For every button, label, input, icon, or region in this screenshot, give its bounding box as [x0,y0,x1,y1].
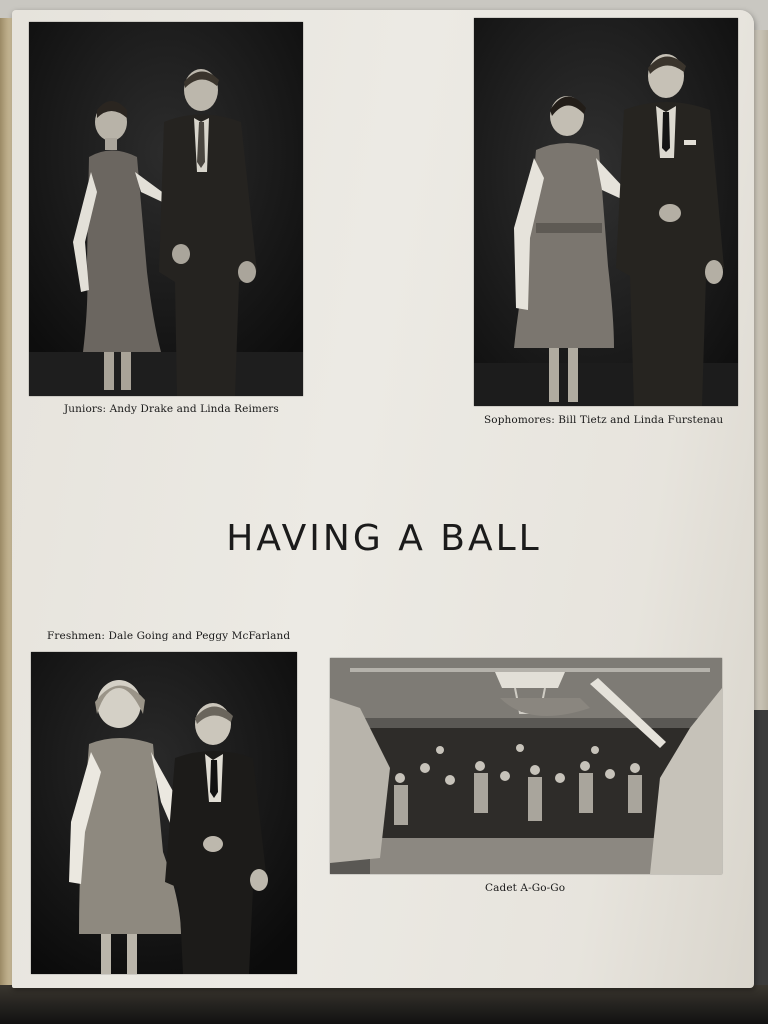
photo-sophomores-image [474,18,738,406]
caption-cadet: Cadet A-Go-Go [485,882,566,894]
photo-cadet-image [330,658,722,874]
table-surface [0,985,768,1024]
photo-freshmen [31,652,297,974]
caption-juniors: Juniors: Andy Drake and Linda Reimers [64,403,279,415]
photo-freshmen-image [31,652,297,974]
caption-freshmen: Freshmen: Dale Going and Peggy McFarland [47,630,291,642]
caption-sophomores: Sophomores: Bill Tietz and Linda Furstenau [484,414,724,426]
photo-juniors [29,22,303,396]
page-title: HAVING A BALL [226,518,542,559]
photo-cadet-a-go-go [330,658,722,874]
photo-juniors-image [29,22,303,396]
photo-sophomores [474,18,738,406]
